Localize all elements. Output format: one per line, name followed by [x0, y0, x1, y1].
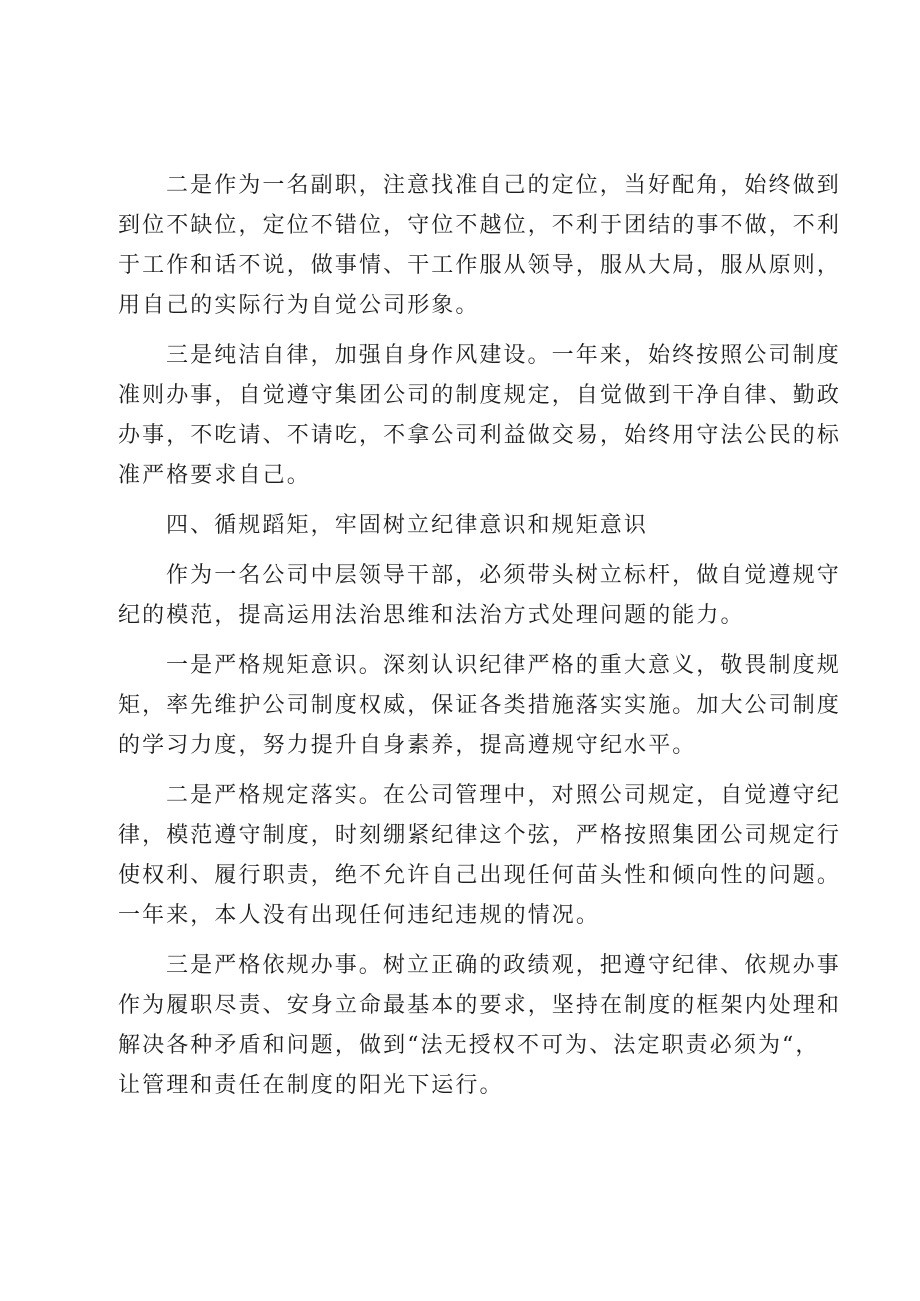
text-line: 让管理和责任在制度的阳光下运行。 [118, 1073, 504, 1098]
text-line: 三是纯洁自律，加强自身作风建设。一年来，始终按照公司制度 [166, 343, 841, 368]
text-line: 解决各种矛盾和问题，做到“法无授权不可为、法定职责必须为“， [118, 1033, 820, 1058]
paragraph-rule-awareness [118, 646, 842, 766]
text-line: 二是严格规定落实。在公司管理中，对照公司规定，自觉遵守纪 [166, 783, 841, 808]
text-line: 作为一名公司中层领导干部，必须带头树立标杆，做自觉遵规守 [166, 563, 841, 588]
section-heading-rules [118, 506, 818, 546]
text-line: 二是作为一名副职，注意找准自己的定位，当好配角，始终做到 [166, 173, 841, 198]
text-line: 纪的模范，提高运用法治思维和法治方式处理问题的能力。 [118, 603, 745, 628]
text-line: 的学习力度，努力提升自身素养，提高遵规守纪水平。 [118, 733, 697, 758]
text-line: 律，模范遵守制度，时刻绷紧纪律这个弦，严格按照集团公司规定行 [118, 823, 842, 848]
paragraph-rule-implementation [118, 776, 842, 936]
text-line: 准严格要求自己。 [118, 463, 311, 488]
text-line: 准则办事，自觉遵守集团公司的制度规定，自觉做到干净自律、勤政 [118, 383, 842, 408]
text-line: 一年来，本人没有出现任何违纪违规的情况。 [118, 903, 601, 928]
paragraph-role-model [118, 556, 841, 636]
text-line: 使权利、履行职责，绝不允许自己出现任何苗头性和倾向性的问题。 [118, 863, 842, 888]
text-line: 到位不缺位，定位不错位，守位不越位，不利于团结的事不做，不利 [118, 213, 842, 238]
document-body [118, 166, 842, 1106]
paragraph-deputy-role [118, 166, 842, 326]
text-line: 一是严格规矩意识。深刻认识纪律严格的重大意义，敬畏制度规 [166, 653, 841, 678]
text-line: 矩，率先维护公司制度权威，保证各类措施落实实施。加大公司制度 [118, 693, 842, 718]
paragraph-self-discipline [118, 336, 842, 496]
text-line: 于工作和话不说，做事情、干工作服从领导，服从大局，服从原则， [118, 253, 842, 278]
text-line: 用自己的实际行为自觉公司形象。 [118, 293, 480, 318]
paragraph-act-by-rules [118, 946, 842, 1106]
section-heading: 四、循规蹈矩，牢固树立纪律意识和规矩意识 [166, 513, 649, 538]
text-line: 三是严格依规办事。树立正确的政绩观，把遵守纪律、依规办事 [166, 953, 841, 978]
text-line: 作为履职尽责、安身立命最基本的要求，坚持在制度的框架内处理和 [118, 993, 842, 1018]
text-line: 办事，不吃请、不请吃，不拿公司利益做交易，始终用守法公民的标 [118, 423, 842, 448]
